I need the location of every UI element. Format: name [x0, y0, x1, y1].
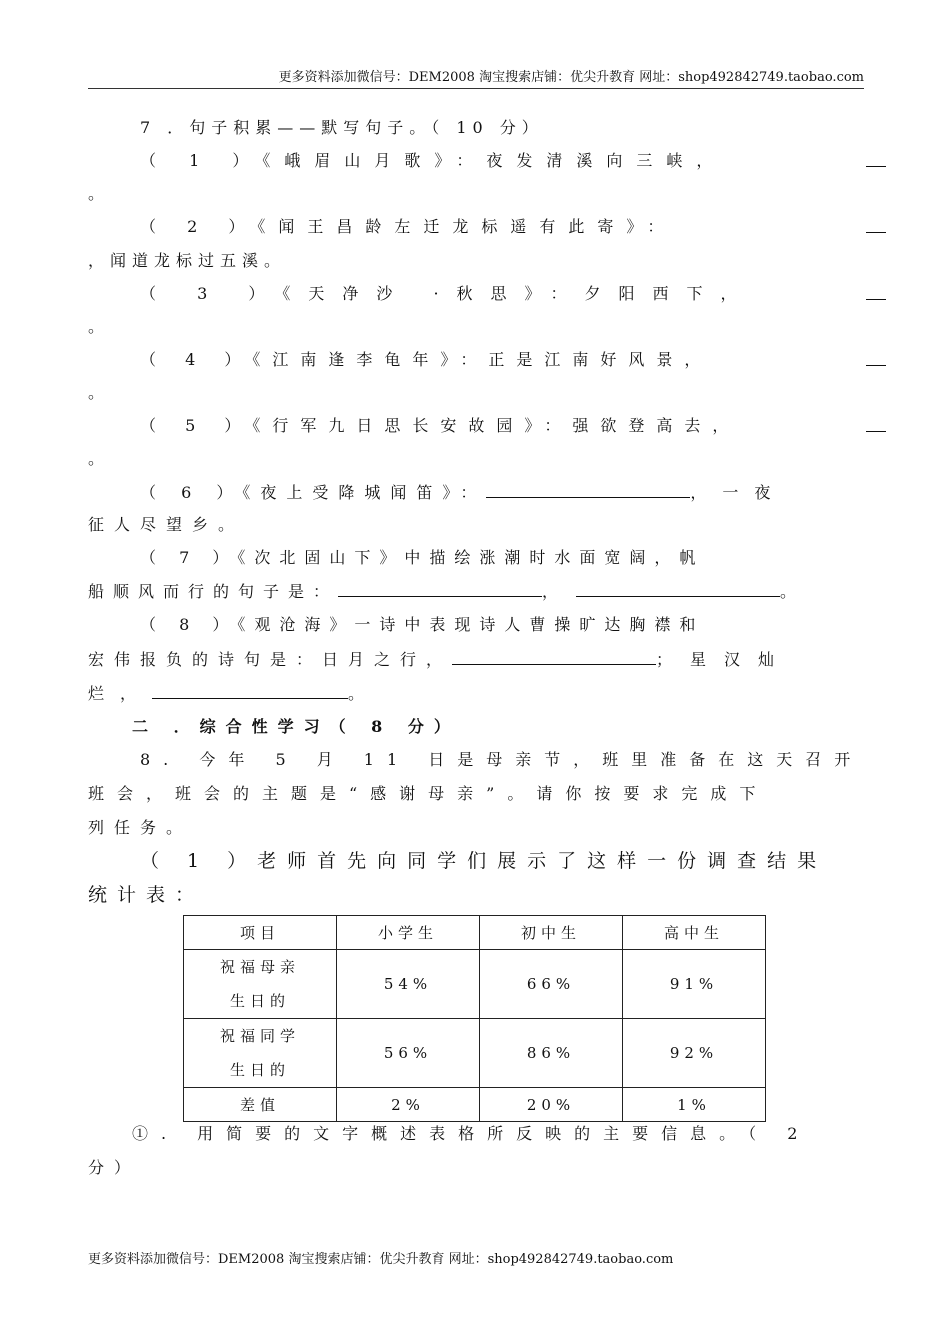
q7-item-6 — [88, 481, 886, 504]
q7-item-3 — [88, 283, 886, 305]
table-cell: 56% — [337, 1019, 480, 1088]
q7-item-6-text2: ，一夜 — [690, 483, 787, 502]
page-header: 更多资料添加微信号：DEM2008 淘宝搜索店铺：优尖升教育 网址：shop492842749.taobao.com — [88, 66, 864, 89]
q7-item-4-cont: 。 — [88, 383, 111, 402]
answer-blank[interactable] — [866, 415, 886, 432]
row-label-line: 祝福同学 — [219, 1027, 300, 1045]
q7-item-3-text: （ 3 ）《天净沙 ·秋思》：夕阳西下， — [140, 284, 755, 303]
answer-blank[interactable] — [338, 580, 542, 597]
q7-item-7-end: 。 — [780, 582, 806, 601]
q7-item-7-sep: ， — [542, 582, 577, 601]
q8-line-3: 列任务。 — [88, 818, 193, 837]
q7-item-7-text: 船顺风而行的句子是： — [88, 582, 339, 601]
q7-item-4-text: （ 4 ）《江南逢李龟年》：正是江南好风景， — [140, 350, 713, 369]
q7-item-7: （ 7 ）《次北固山下》中描绘涨潮时水面宽阔，帆 — [140, 548, 705, 567]
q7-item-8-text2: ；星汉灿 — [656, 650, 793, 669]
table-cell: 2% — [337, 1088, 480, 1122]
q7-item-5-cont: 。 — [88, 449, 111, 468]
q7-item-1 — [88, 150, 886, 172]
q7-item-8-cont2 — [88, 682, 834, 705]
table-cell: 91% — [623, 950, 766, 1019]
row-label-line: 生日的 — [229, 992, 290, 1010]
table-row — [184, 950, 766, 1019]
section-2-title: 二 ．综合性学习（ 8 分） — [132, 717, 460, 736]
q7-item-3-cont: 。 — [88, 317, 111, 336]
answer-blank[interactable] — [152, 682, 348, 699]
q7-item-5 — [88, 415, 886, 437]
page-footer: 更多资料添加微信号：DEM2008 淘宝搜索店铺：优尖升教育 网址：shop492842749.taobao.com — [88, 1252, 674, 1267]
row-label-line: 生日的 — [229, 1061, 290, 1079]
table-row — [184, 1019, 766, 1088]
row-label-line: 祝福母亲 — [219, 958, 300, 976]
q7-item-2 — [88, 216, 886, 238]
table-row — [184, 1088, 766, 1122]
q8-line-1: 8. 今年 5 月 11 日是母亲节，班里准备在这天召开 — [140, 750, 864, 769]
q7-item-8-cont — [88, 648, 834, 671]
q7-item-2-cont: ，闻道龙标过五溪。 — [88, 251, 287, 270]
table-cell: 66% — [480, 950, 623, 1019]
q7-item-4 — [88, 349, 886, 371]
q8-sub1-line-1: （ 1 ）老师首先向同学们展示了这样一份调查结果 — [140, 850, 828, 872]
table-row-label: 差值 — [184, 1088, 337, 1122]
q7-item-8-text: 宏伟报负的诗句是：日月之行， — [88, 650, 453, 669]
task1-line-1: ①. 用简要的文字概述表格所反映的主要信息。（ 2 — [132, 1124, 811, 1143]
table-cell: 92% — [623, 1019, 766, 1088]
table-header-row — [184, 916, 766, 950]
q7-item-6-text: （ 6 ）《夜上受降城闻笛》： — [140, 483, 487, 502]
table-header: 高中生 — [623, 916, 766, 950]
q8-sub1-line-2: 统计表： — [88, 884, 205, 906]
answer-blank[interactable] — [866, 283, 886, 300]
q7-item-1-cont: 。 — [88, 184, 111, 203]
table-cell: 1% — [623, 1088, 766, 1122]
q8-line-2: 班会，班会的主题是“感谢母亲”。请你按要求完成下 — [88, 784, 769, 803]
q7-item-8-end: 。 — [348, 684, 375, 703]
answer-blank[interactable] — [866, 349, 886, 366]
answer-blank[interactable] — [452, 648, 656, 665]
table-cell: 54% — [337, 950, 480, 1019]
q7-item-2-text: （ 2 ）《闻王昌龄左迁龙标遥有此寄》： — [140, 217, 677, 236]
answer-blank[interactable] — [486, 481, 690, 498]
task1-line-2: 分） — [88, 1158, 141, 1177]
q7-item-7-cont — [88, 580, 834, 603]
q7-title: 7 ．句子积累——默写句子。（ 10 分） — [140, 118, 544, 137]
table-cell: 20% — [480, 1088, 623, 1122]
q7-item-6-cont: 征人尽望乡。 — [88, 515, 245, 534]
table-cell: 86% — [480, 1019, 623, 1088]
table-row-label — [184, 1019, 337, 1088]
table-header: 小学生 — [337, 916, 480, 950]
table-row-label — [184, 950, 337, 1019]
table-header: 初中生 — [480, 916, 623, 950]
answer-blank[interactable] — [866, 150, 886, 167]
answer-blank[interactable] — [866, 216, 886, 233]
answer-blank[interactable] — [576, 580, 780, 597]
q7-item-8-text3: 烂， — [88, 684, 153, 703]
table-header: 项目 — [184, 916, 337, 950]
survey-table — [183, 915, 766, 1122]
q7-item-8: （ 8 ）《观沧海》一诗中表现诗人曹操旷达胸襟和 — [140, 615, 705, 634]
q7-item-5-text: （ 5 ）《行军九日思长安故园》：强欲登高去， — [140, 416, 741, 435]
q7-item-1-text: （ 1 ）《峨眉山月歌》：夜发清溪向三峡， — [140, 151, 727, 170]
